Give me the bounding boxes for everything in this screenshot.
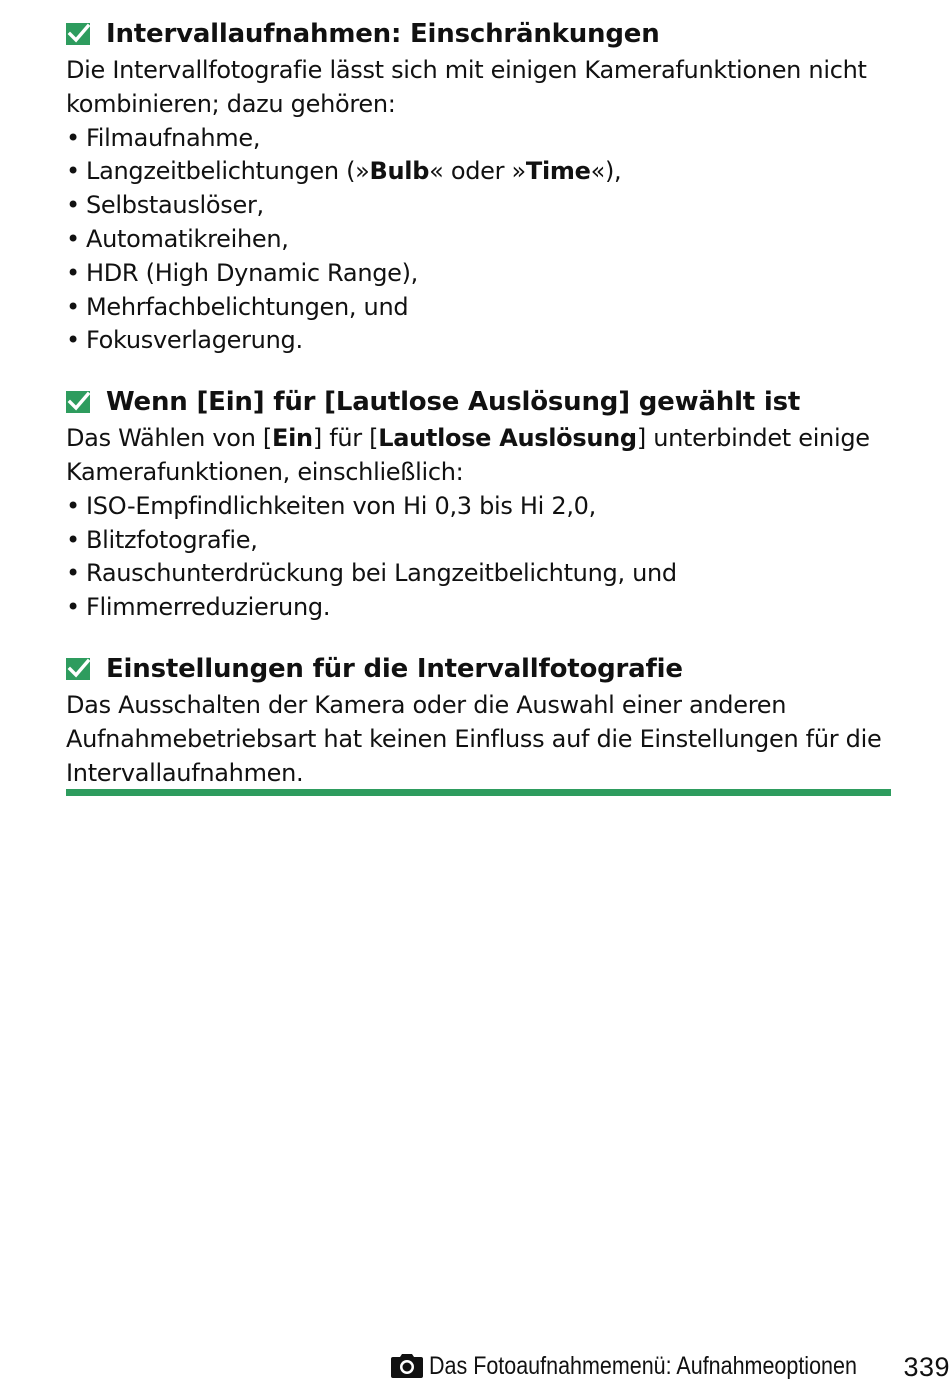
bullet-mark: • <box>66 191 80 220</box>
bullet-list <box>66 490 896 625</box>
note-silent-shutter <box>66 382 896 625</box>
list-item: • Blitzfotografie, <box>66 524 896 558</box>
list-item: • Mehrfachbelichtungen, und <box>66 291 896 325</box>
bullet-mark: • <box>66 491 80 520</box>
heading-text: Intervallaufnahmen: Einschränkungen <box>106 19 660 49</box>
bullet-mark: • <box>66 258 80 287</box>
bullet-mark: • <box>66 292 80 321</box>
list-item: • Langzeitbelichtungen (»Bulb« oder »Time«), <box>66 155 896 189</box>
page-footer <box>390 1346 950 1386</box>
footer-title: Das Fotoaufnahmemenü: Aufnahmeoptionen <box>429 1351 857 1380</box>
check-box-icon <box>66 22 92 46</box>
bullet-mark: • <box>66 559 80 588</box>
note-interval-settings <box>66 649 896 790</box>
list-item: • Filmaufnahme, <box>66 122 896 156</box>
section-paragraph: Das Wählen von [Ein] für [Lautlose Auslösung] unterbindet einige Kamerafunktionen, einschließlich: <box>66 424 870 486</box>
list-item: • Fokusverlagerung. <box>66 324 896 358</box>
list-item: • Automatikreihen, <box>66 223 896 257</box>
bullet-mark: • <box>66 593 80 622</box>
bullet-list <box>66 122 896 359</box>
camera-icon <box>390 1353 424 1379</box>
section-paragraph: Die Intervallfotografie lässt sich mit einigen Kamerafunktionen nicht kombinieren; dazu gehören: <box>66 56 867 118</box>
list-item: • Selbstauslöser, <box>66 189 896 223</box>
section-heading <box>66 382 896 422</box>
page-number: 339 <box>903 1352 950 1382</box>
bullet-mark: • <box>66 157 80 186</box>
section-divider <box>66 789 891 796</box>
heading-text: Wenn [Ein] für [Lautlose Auslösung] gewählt ist <box>106 387 801 418</box>
heading-text: Einstellungen für die Intervallfotografie <box>106 653 683 684</box>
list-item: • Flimmerreduzierung. <box>66 591 896 625</box>
section-heading <box>66 649 896 689</box>
page-content <box>66 14 896 814</box>
list-item: • HDR (High Dynamic Range), <box>66 257 896 291</box>
bullet-mark: • <box>66 525 80 554</box>
list-item: • Rauschunterdrückung bei Langzeitbelichtung, und <box>66 557 896 591</box>
check-box-icon <box>66 657 92 681</box>
section-paragraph: Das Ausschalten der Kamera oder die Auswahl einer anderen Aufnahmebetriebsart hat keinen Einfluss auf die Einstellungen für die Intervallaufnahmen. <box>66 690 882 787</box>
bullet-mark: • <box>66 224 80 253</box>
check-box-icon <box>66 390 92 414</box>
bullet-mark: • <box>66 326 80 355</box>
bullet-mark: • <box>66 123 80 152</box>
section-heading <box>66 14 896 54</box>
note-restrictions <box>66 14 896 358</box>
list-item: • ISO-Empfindlichkeiten von Hi 0,3 bis Hi 2,0, <box>66 490 896 524</box>
